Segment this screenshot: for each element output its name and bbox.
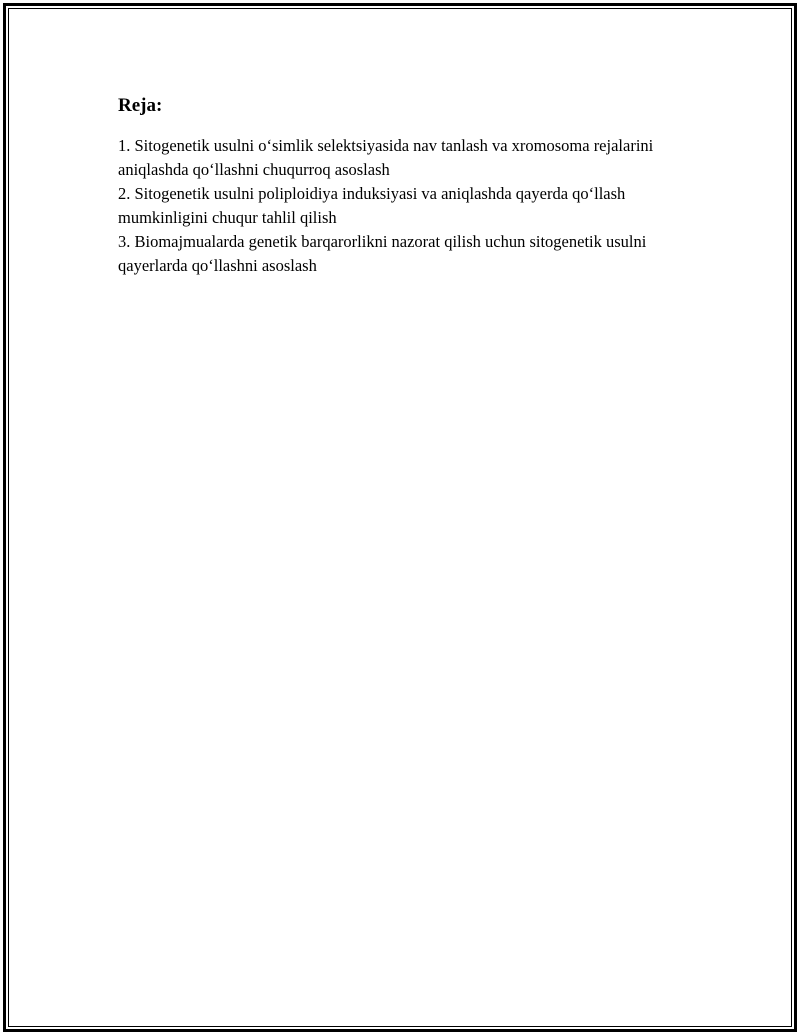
- plan-heading: Reja:: [118, 95, 163, 116]
- plan-item-1: 1. Sitogenetik usulni o‘simlik selektsiyasida nav tanlash va xromosoma rejalarini aniqlashda qo‘llashni chuqurroq asoslash: [118, 136, 654, 179]
- plan-item-3: 3. Biomajmualarda genetik barqarorlikni nazorat qilish uchun sitogenetik usulni qayerlarda qo‘llashni asoslash: [118, 232, 647, 275]
- plan-item-2: 2. Sitogenetik usulni poliploidiya induksiyasi va aniqlashda qayerda qo‘llash mumkinligini chuqur tahlil qilish: [118, 184, 626, 227]
- plan-list: [118, 134, 708, 278]
- page-content: [118, 94, 708, 278]
